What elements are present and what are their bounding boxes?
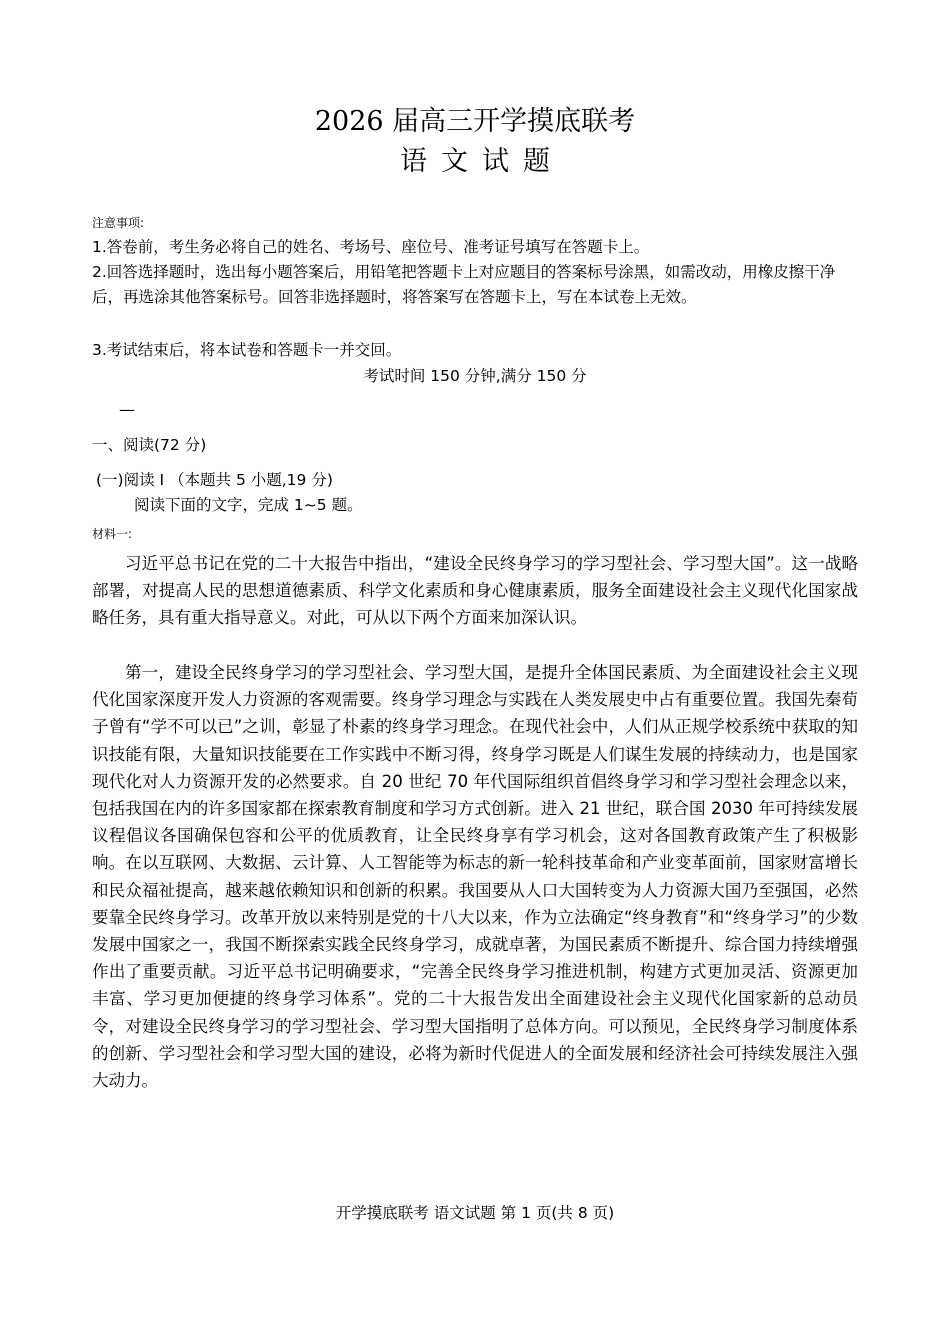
exam-time-and-score: 考试时间 150 分钟,满分 150 分 [363, 367, 587, 385]
page-footer: 开学摸底联考 语文试题 第 1 页(共 8 页) [335, 1204, 615, 1222]
exam-title: 2026 届高三开学摸底联考 [314, 106, 636, 137]
material-label: 材料一: [92, 527, 133, 541]
section-heading: 一、阅读(72 分) [92, 436, 207, 454]
exam-subject-title: 语文试题 [400, 146, 564, 177]
material-paragraph-2: 第一，建设全民终身学习的学习型社会、学习型大国，是提升全体国民素质、为全面建设社会主义现代化国家深度开发人力资源的客观需要。终身学习理念与实践在人类发展史中占有重要位置。我国先秦荀子曾有“学不可以已”之训，彰显了朴素的终身学习理念。在现代社会中，人们从正规学校系统中获取的知识技能有限，大量知识技能要在工作实践中不断习得，终身学习既是人们谋生发展的持续动力，也是国家现代化对人力资源开发的必然要求。自 20 世纪 70 年代国际组织首倡终身学习和学习型社会理念以来，包括我国在内的许多国家都在探索教育制度和学习方式创新。进入 21 世纪，联合国 2030 年可持续发展议程倡议各国确保包容和公平的优质教育，让全民终身享有学习机会，这对各国教育政策产生了积极影响。在以互联网、大数据、云计算、人工智能等为标志的新一轮科技革命和产业变革面前，国家财富增长和民众福祉提高，越来越依赖知识和创新的积累。我国要从人口大国转变为人力资源大国乃至强国，必然要靠全民终身学习。改革开放以来特别是党的十八大以来，作为立法确定“终身教育”和“终身学习”的少数发展中国家之一，我国不断探索实践全民终身学习，成就卓著，为国民素质不断提升、综合国力持续增强作出了重要贡献。习近平总书记明确要求，“完善全民终身学习推进机制，构建方式更加灵活、资源更加丰富、学习更加便捷的终身学习体系”。党的二十大报告发出全面建设社会主义现代化国家新的总动员令，对建设全民终身学习的学习型社会、学习型大国指明了总体方向。可以预见，全民终身学习制度体系的创新、学习型社会和学习型大国的建设，必将为新时代促进人的全面发展和经济社会可持续发展注入强大动力。 [92, 663, 858, 1091]
note-item-3: 3.考试结束后，将本试卷和答题卡一并交回。 [92, 341, 402, 359]
notes-label: 注意事项: [92, 216, 145, 230]
dash-mark: — [119, 400, 135, 419]
reading-instruction: 阅读下面的文字，完成 1~5 题。 [134, 496, 363, 514]
subsection-heading: (一)阅读 I （本题共 5 小题,19 分) [96, 471, 333, 489]
note-item-1: 1.答卷前，考生务必将自己的姓名、考场号、座位号、准考证号填写在答题卡上。 [92, 238, 650, 256]
note-item-2: 2.回答选择题时，选出每小题答案后，用铅笔把答题卡上对应题目的答案标号涂黑，如需改动，用橡皮擦干净后，再选涂其他答案标号。回答非选择题时，将答案写在答题卡上，写在本试卷上无效。 [92, 263, 836, 306]
material-paragraph-1: 习近平总书记在党的二十大报告中指出，“建设全民终身学习的学习型社会、学习型大国”。这一战略部署，对提高人民的思想道德素质、科学文化素质和身心健康素质，服务全面建设社会主义现代化国家战略任务，具有重大指导意义。对此，可从以下两个方面来加深认识。 [92, 554, 858, 628]
